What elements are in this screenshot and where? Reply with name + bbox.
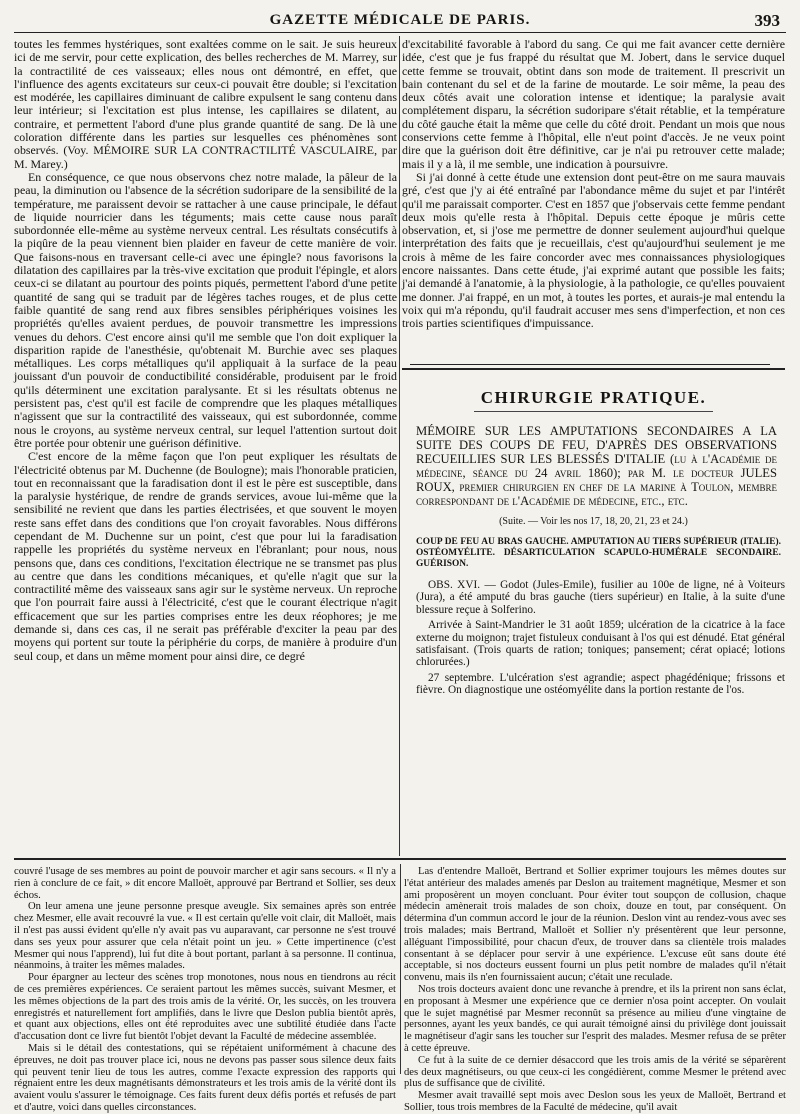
paragraph: Mesmer avait travaillé sept mois avec Deslon sous les yeux de Malloët, Bertrand et Sollier, tous trois membres de la Faculté de médecine, qu'il avait — [404, 1090, 786, 1113]
page-number: 393 — [754, 11, 780, 30]
paragraph: Las d'entendre Malloët, Bertrand et Sollier exprimer toujours les mêmes doutes sur l'état antérieur des malades amenés par Deslon au traitement magnétique, Mesmer et son ami proposèrent un moyen concluant. Pour éviter tout soupçon de collusion, chaque médecin amènerait trois malades de son choix, douze en tout, par conséquent. On détermina d'un commun accord le jour de la réunion. Deslon vint au rendez-vous avec ses trois malades; mais Bertrand, Malloët et Sollier n'y présentèrent que leur personne, alléguant l'impossibilité, pour chacun d'eux, de trouver dans sa clientèle trois malades consentant à se déplacer pour servir à une expérience. L'excuse eût sans doute été acceptable, si nos docteurs eussent fourni un plus petit nombre de malades qu'il n'était convenu, mais ils n'en fournissaient aucun; c'était une reculade. — [404, 866, 786, 984]
column-divider — [399, 36, 400, 856]
paragraph: Pour épargner au lecteur des scènes trop monotones, nous nous en tiendrons au récit de ces premières expériences. Ce seraient partout les mêmes succès, suivant Mesmer, et les mêmes objections de la part des trois amis de la vérité. Or, les succès, on les trouvera enregistrés et naturellement fort amplifiés, dans le livre que Deslon publia bientôt après, et quant aux objections, elles ont été reproduites avec une subtilité étudiée dans l'acte d'accusation dont ce livre fut bientôt l'objet devant la Faculté de médecine assemblée. — [14, 972, 396, 1043]
paragraph: OBS. XVI. — Godot (Jules-Emile), fusilier au 100e de ligne, né à Voiteurs (Jura), a été amputé du bras gauche (tiers supérieur) en Italie, à la suite d'une blessure reçue à Solferino. — [416, 579, 785, 616]
feuilleton-rule — [14, 858, 786, 860]
page-header — [14, 10, 786, 33]
paragraph: d'excitabilité favorable à l'abord du sang. Ce qui me fait avancer cette dernière idée, c'est que je fus frappé du résultat que M. Jobert, dans le service duquel cette femme se trouvait, obtint dans son mode de traitement. Il prescrivit un bain contenant du sel et de la farine de moutarde. Le soir même, la peau des deux côtés avait une coloration intense et identique; la paralysie avait complétement disparu, la sécrétion sudoripare s'était rétablie, et la température du côté gauche était la même que celle du côté droit. Pendant un mois que nous conservions cette femme à l'hôpital, elle n'eut point d'accès. Je ne veux point dire que la guérison doit être définitive, car je n'ai pu retrouver cette malade; mais il y a là, il me semble, une indication à poursuivre. — [402, 37, 785, 171]
continuation-note: (Suite. — Voir les nos 17, 18, 20, 21, 23 et 24.) — [499, 516, 688, 527]
paragraph: toutes les femmes hystériques, sont exaltées comme on le sait. Je suis heureux ici de me servir, pour cette explication, des belles recherches de M. Marrey, sur la contractilité de ces vaisseaux; elles nous ont démontré, en effet, que l'influence des agents excitateurs sur ceux-ci pouvait être double; si l'excitation est modérée, les capillaires diminuant de calibre expulsent le sang contenu dans leur intérieur; si l'excitation est plus intense, les capillaires se dilatent, au contraire, et permettent l'abord d'une plus grande quantité de sang. De là une coloration différente dans les parties sur lesquelles ces phénomènes sont observés. (Voy. MÉMOIRE SUR LA CONTRACTILITÉ VASCULAIRE, par M. Marey.) — [14, 37, 397, 171]
column-left-bottom — [14, 866, 396, 1113]
paragraph: Mais si le détail des contestations, qui se répétaient uniformément à chacune des épreuves, ne doit pas trouver place ici, nous ne devons pas passer sous silence deux faits qui peuvent tenir lieu de tous les autres, comme l'exacte expression des rapports qui régnaient entre les deux magnétisants démonstrateurs et les trois amis de la vérité dont ils avaient voulu s'assurer le témoignage. Ces faits furent deux défis portés et refusés de part et d'autre, voici dans quelles circonstances. — [14, 1042, 396, 1113]
paragraph: Arrivée à Saint-Mandrier le 31 août 1859; ulcération de la cicatrice à la face externe du moignon; trajet fistuleux conduisant à l'os qui est dénudé. Etat général satisfaisant. (Trois quarts de ration; toniques; pansement; cérat opiacé; lotions chlorurées.) — [416, 619, 785, 669]
paragraph: 27 septembre. L'ulcération s'est agrandie; aspect phagédénique; frissons et fièvre. On diagnostique une ostéomyélite dans la portion restante de l'os. — [416, 671, 785, 697]
paragraph: Nos trois docteurs avaient donc une revanche à prendre, et ils la prirent non sans éclat, en proposant à Mesmer une expérience que ce dernier n'osa point accepter. On voulait que le sujet magnétisé par Mesmer reconnût sa présence au milieu d'une vingtaine de personnes, ayant les yeux bandés, ce qui aurait témoigné ainsi du privilège dont jouissait le magnétiseur d'agir sans les toucher sur l'esprit des malades. Mesmer refusa de se prêter à cette épreuve. — [404, 983, 786, 1054]
paragraph: Si j'ai donné à cette étude une extension dont peut-être on me saura mauvais gré, c'est que j'y ai été entraîné par l'abondance même du sujet et par l'intérêt qu'il me paraissait comporter. C'est en 1857 que j'observais cette femme pendant deux mois qu'elle resta à l'hôpital. Depuis cette époque je mûris cette observation, et, si j'ose me permettre de donner seulement aujourd'hui quelque interprétation des faits que je recueillais, c'est qu'aujourd'hui seulement je me crois à même de les faire concorder avec mes connaissances physiologiques encore naissantes. Dans cette étude, j'ai exprimé autant que possible les faits; j'ai demandé à l'anatomie, à la physiologie, à la pathologie, ce qu'elles pouvaient me donner. J'ai frappé, en un mot, à toutes les portes, et aurais-je mal entendu la voix qui m'a répondu, qu'il faudrait accuser mes sens d'imperfection, et non ces trois parties scientifiques d'impuissance. — [402, 169, 785, 331]
observation-text — [416, 579, 785, 697]
paragraph: On leur amena une jeune personne presque aveugle. Six semaines après son entrée chez Mesmer, elle avait recouvré la vue. « Il est certain qu'elle voit clair, dit Malloët, mais il n'est pas aussi évident qu'elle n'y avait pas vu auparavant, car personne ne s'est trouvé dans ses yeux pour assurer que cela n'était point un jeu. » Cette impertinence (c'est Mesmer qui nous l'apprend), lui fut dite à bout portant, parlant à sa personne. Il continua, néanmoins, à traiter les mêmes malades. — [14, 901, 396, 972]
surgery-section — [402, 372, 785, 856]
section-heading: CHIRURGIE PRATIQUE. — [474, 372, 713, 412]
case-heading: COUP DE FEU AU BRAS GAUCHE. AMPUTATION AU TIERS SUPÉRIEUR (ITALIE). OSTÉOMYÉLITE. DÉSARTICULATION SCAPULO-HUMÉRALE SECONDAIRE. GUÉRISON. — [416, 537, 781, 569]
column-divider — [400, 864, 401, 1074]
paragraph: couvré l'usage de ses membres au point de pouvoir marcher et agir sans secours. « Il n'y a rien à conclure de ce fait, » dit encore Malloët, approuvé par Bertrand et Sollier, ses deux échos. — [14, 866, 396, 901]
section-rule — [402, 368, 785, 370]
paragraph: Ce fut à la suite de ce dernier désaccord que les trois amis de la vérité se séparèrent des deux magnétiseurs, ou que ceux-ci les congédièrent, comme Mesmer le prétend avec plus de suffisance que de civilité. — [404, 1054, 786, 1090]
paragraph: En conséquence, ce que nous observons chez notre malade, la pâleur de la peau, la diminution ou l'absence de la sécrétion sudoripare de la sensibilité de la température, me paraissent devoir se rattacher à une cause principale, le défaut de liquide nourricier dans les téguments; mais cette cause nous paraît subordonnée elle-même au système nerveux central. Les résultats consécutifs à la piqûre de la peau viennent bien plaider en faveur de cette manière de voir. Que faisons-nous en traversant celle-ci avec une épingle? nous favorisons la dilatation des capillaires par la très-vive excitation que produit l'épingle, et alors ceux-ci se dilatant au pourtour des points piqués, permettent l'abord d'une petite quantité de sang qui se traduit par de légères taches rouges, et de plus cette faible quantité de sang rend aux fibres sensibles périphériques voisines les propriétés qu'elles avaient perdues, de pouvoir transmettre les impressions venues du dehors. C'est encore ainsi qu'il me semble que l'on doit expliquer la disparition rapide de l'anesthésie, qu'obtenait M. Burchie avec ses plaques métalliques. Les corps métalliques qu'il appliquait à la surface de la peau jouissant d'un pouvoir de conductibilité considérable, produisent par le froid qu'ils déterminent une excitation paralysante. Et si les résultats obtenus ne persistent pas, c'est qu'il est facile de comprendre que les plaques métalliques n'agissent que sur la contractilité des vaisseaux, qui est subordonnée, comme nous le croyons, au système nerveux central, sur lequel l'attention surtout doit être portée pour obtenir une guérison définitive. — [14, 169, 397, 450]
paragraph: C'est encore de la même façon que l'on peut expliquer les résultats de l'électricité obtenus par M. Duchenne (de Boulogne); mais l'honorable praticien, tout en reconnaissant que la faradisation dont il est le père est susceptible, dans la paralysie hystérique, de rendre de grands services, avoue lui-même que la sensibilité ne revient que dans les parties électrisées, et que souvent le moyen reste sans effet dans des conditions que l'on croyait favorables. Nous différons cependant de M. Duchenne sur un point, c'est que pour lui la faradisation rappelle les propriétés du système nerveux en l'ébranlant; pour nous, nous pensons que, dans ces conditions, l'excitation électrique ne se transmet pas plus au centre que dans les conditions mécaniques, et qu'elle n'agit que sur la contractilité même des vaisseaux sans agir sur le système nerveux. Un reproche que l'on pourrait faire aussi à l'électricité, c'est que le courant électrique n'agit efficacement que sur les parties comprises entre les deux réophores; je me demande si, dans ces cas, il ne serait pas préférable d'exciter la peau par des moyens qui portent sur toute la périphérie du corps, de manière à produire d'un seul coup, et dans un même moment pour ainsi dire, ce degré — [14, 449, 397, 663]
column-right-top — [402, 38, 785, 363]
journal-title: GAZETTE MÉDICALE DE PARIS. — [269, 12, 531, 28]
section-rule — [410, 364, 770, 365]
column-right-bottom — [404, 866, 786, 1113]
memoir-title: MÉMOIRE SUR LES AMPUTATIONS SECONDAIRES A LA SUITE DES COUPS DE FEU, D'APRÈS DES OBSERVATIONS RECUEILLIES SUR LES BLESSÉS D'ITALIE (lu à l'Académie de médecine, séance du 24 avril 1860); par M. le docteur JULES ROUX, premier chirurgien en chef de la marine à Toulon, membre correspondant de l'Académie de médecine, etc., etc. — [416, 424, 777, 508]
column-left-top — [14, 38, 397, 853]
